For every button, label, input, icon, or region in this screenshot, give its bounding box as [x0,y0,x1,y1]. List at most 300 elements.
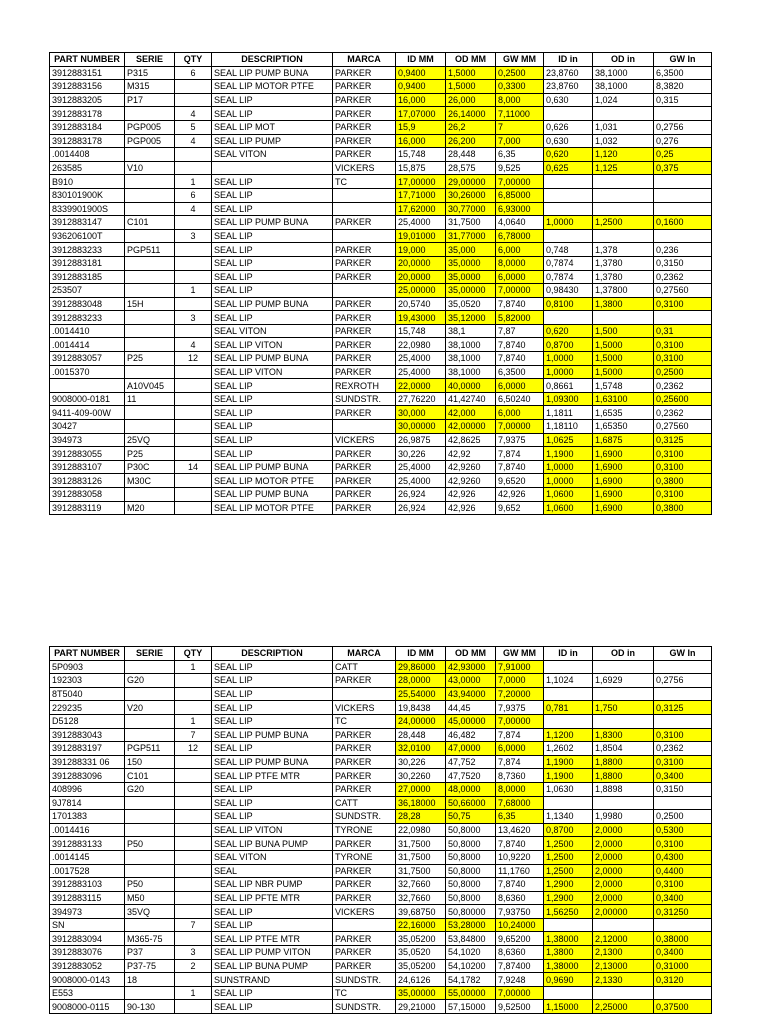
cell-gw-in: 0,27560 [654,284,712,298]
cell-id-mm: 25,4000 [396,352,446,366]
cell-qty: 12 [175,352,212,366]
cell-id-in [544,714,593,728]
cell-od-mm: 1,5000 [446,80,496,94]
table-row [50,243,712,257]
cell-gw-mm: 7,000 [496,134,544,148]
cell-part-number: .0014145 [50,850,125,864]
cell-od-mm: 29,00000 [446,175,496,189]
cell-od-in: 2,0000 [593,878,654,892]
cell-od-in: 2,1300 [593,946,654,960]
cell-od-mm: 42,93000 [446,660,496,674]
cell-description: SEAL VITON [212,850,333,864]
cell-marca: PARKER [333,837,396,851]
table-row [50,188,712,202]
cell-part-number: .0014414 [50,338,125,352]
cell-marca [333,420,396,434]
cell-gw-mm: 8,0000 [496,782,544,796]
cell-marca: PARKER [333,488,396,502]
cell-id-in: 1,56250 [544,905,593,919]
cell-od-in [593,175,654,189]
cell-qty [175,878,212,892]
cell-description: SEAL LIP PUMP BUNA [212,728,333,742]
column-header-id-in: ID in [544,647,593,661]
cell-marca: VICKERS [333,701,396,715]
cell-id-in: 1,0000 [544,460,593,474]
column-header-id-in: ID in [544,53,593,67]
cell-od-in [593,986,654,1000]
cell-part-number: 3912883151 [50,66,125,80]
cell-gw-in: 0,3800 [654,474,712,488]
cell-id-in [544,175,593,189]
cell-serie: G20 [125,782,175,796]
cell-od-mm: 50,8000 [446,891,496,905]
cell-od-mm: 57,15000 [446,1000,496,1014]
cell-qty: 1 [175,986,212,1000]
cell-gw-in: 0,3400 [654,891,712,905]
cell-marca: PARKER [333,311,396,325]
column-header-part-number: PART NUMBER [50,53,125,67]
cell-od-in: 1,5000 [593,352,654,366]
cell-serie [125,311,175,325]
cell-part-number: .0014410 [50,324,125,338]
cell-gw-in: 0,2500 [654,810,712,824]
cell-qty [175,905,212,919]
cell-description: SEAL LIP PFTE MTR [212,891,333,905]
cell-od-mm: 50,8000 [446,864,496,878]
cell-marca: PARKER [333,93,396,107]
cell-qty [175,406,212,420]
cell-description: SEAL LIP [212,742,333,756]
cell-part-number: 3912883055 [50,447,125,461]
cell-od-in: 1,3800 [593,297,654,311]
cell-qty [175,782,212,796]
cell-od-mm: 31,7500 [446,216,496,230]
cell-gw-in: 0,2756 [654,120,712,134]
cell-od-in: 2,0000 [593,837,654,851]
cell-gw-in: 0,3400 [654,946,712,960]
cell-description: SEAL LIP PUMP [212,134,333,148]
cell-gw-mm: 11,1760 [496,864,544,878]
cell-id-in: 1,0600 [544,488,593,502]
cell-gw-mm: 13,4620 [496,823,544,837]
cell-qty [175,256,212,270]
column-header-od-mm: OD MM [446,53,496,67]
cell-od-in: 1,6900 [593,460,654,474]
cell-id-in [544,188,593,202]
column-header-gw-in: GW In [654,53,712,67]
cell-qty: 7 [175,918,212,932]
cell-part-number: 3912883115 [50,891,125,905]
cell-serie: P17 [125,93,175,107]
cell-od-in: 1,8898 [593,782,654,796]
cell-id-mm: 31,7500 [396,850,446,864]
cell-od-mm: 35,12000 [446,311,496,325]
table-row [50,338,712,352]
cell-qty [175,297,212,311]
cell-id-in: 1,0000 [544,365,593,379]
cell-gw-in [654,107,712,121]
cell-id-mm: 25,4000 [396,460,446,474]
cell-part-number: 3912883233 [50,311,125,325]
cell-gw-mm: 7,11000 [496,107,544,121]
cell-marca [333,202,396,216]
cell-marca: PARKER [333,742,396,756]
table-row [50,352,712,366]
cell-description: SEAL LIP VITON [212,365,333,379]
cell-part-number: 229235 [50,701,125,715]
cell-part-number: SN [50,918,125,932]
column-header-qty: QTY [175,53,212,67]
cell-qty: 3 [175,311,212,325]
cell-serie: M315 [125,80,175,94]
cell-marca: PARKER [333,864,396,878]
cell-id-in [544,107,593,121]
cell-od-mm: 38,1 [446,324,496,338]
cell-marca: PARKER [333,256,396,270]
table-row [50,379,712,393]
cell-od-in [593,714,654,728]
table-row [50,120,712,134]
cell-marca [333,687,396,701]
cell-gw-mm: 0,3300 [496,80,544,94]
cell-id-in: 1,2500 [544,864,593,878]
cell-part-number: .0015370 [50,365,125,379]
cell-qty [175,810,212,824]
cell-id-in: 1,15000 [544,1000,593,1014]
cell-id-in: 1,3800 [544,946,593,960]
cell-serie [125,488,175,502]
cell-id-in: 1,0000 [544,216,593,230]
cell-serie [125,660,175,674]
cell-description: SEAL LIP [212,1000,333,1014]
cell-part-number: B910 [50,175,125,189]
cell-gw-in: 0,3400 [654,769,712,783]
cell-part-number: 394973 [50,433,125,447]
cell-gw-in: 0,38000 [654,932,712,946]
cell-gw-mm: 4,0640 [496,216,544,230]
cell-qty [175,823,212,837]
cell-id-mm: 30,000 [396,406,446,420]
table-row [50,297,712,311]
cell-id-mm: 30,2260 [396,769,446,783]
cell-part-number: .0014408 [50,148,125,162]
cell-id-in: 1,38000 [544,959,593,973]
cell-id-in: 0,9690 [544,973,593,987]
cell-gw-mm: 7,8740 [496,338,544,352]
cell-marca: PARKER [333,878,396,892]
cell-part-number: 3912883043 [50,728,125,742]
cell-od-mm: 31,77000 [446,229,496,243]
cell-marca: SUNDSTR. [333,810,396,824]
cell-gw-in: 0,3100 [654,878,712,892]
cell-gw-mm: 7,8740 [496,460,544,474]
cell-od-mm: 53,28000 [446,918,496,932]
cell-od-mm: 35,0000 [446,256,496,270]
cell-marca: PARKER [333,324,396,338]
cell-id-in: 23,8760 [544,80,593,94]
cell-gw-in: 0,25600 [654,392,712,406]
cell-gw-in: 0,3100 [654,488,712,502]
cell-id-mm: 30,226 [396,755,446,769]
cell-id-in: 0,7874 [544,270,593,284]
cell-id-in: 1,0630 [544,782,593,796]
cell-gw-in [654,918,712,932]
cell-od-mm: 46,482 [446,728,496,742]
cell-serie: M20 [125,501,175,515]
cell-od-in: 1,5000 [593,365,654,379]
cell-qty: 12 [175,742,212,756]
cell-part-number: 253507 [50,284,125,298]
table-row [50,488,712,502]
cell-gw-in [654,687,712,701]
cell-gw-mm: 10,9220 [496,850,544,864]
cell-qty [175,93,212,107]
cell-serie [125,796,175,810]
cell-description: SEAL LIP [212,379,333,393]
cell-part-number: 263585 [50,161,125,175]
cell-od-mm: 42,926 [446,501,496,515]
cell-part-number: 3912883181 [50,256,125,270]
table-row [50,148,712,162]
cell-description: SEAL LIP [212,406,333,420]
table-row [50,687,712,701]
cell-od-in: 1,9980 [593,810,654,824]
cell-od-in [593,918,654,932]
cell-gw-mm: 6,78000 [496,229,544,243]
cell-id-mm: 25,4000 [396,216,446,230]
cell-part-number: 3912883119 [50,501,125,515]
table-row [50,850,712,864]
table-row [50,796,712,810]
cell-gw-mm: 7,00000 [496,714,544,728]
cell-description: SEAL LIP [212,188,333,202]
table-row [50,986,712,1000]
table-row [50,660,712,674]
cell-marca: TC [333,714,396,728]
cell-qty: 1 [175,714,212,728]
table-row [50,107,712,121]
cell-marca: PARKER [333,447,396,461]
cell-od-in [593,188,654,202]
cell-description: SEAL LIP [212,796,333,810]
cell-description: SEAL LIP [212,229,333,243]
cell-id-in: 1,0000 [544,474,593,488]
cell-gw-mm: 6,0000 [496,742,544,756]
cell-marca: PARKER [333,946,396,960]
cell-gw-in: 0,3125 [654,433,712,447]
cell-part-number: 3912883178 [50,107,125,121]
cell-marca: PARKER [333,932,396,946]
cell-part-number: 3912883178 [50,134,125,148]
cell-id-in [544,660,593,674]
cell-qty [175,474,212,488]
cell-id-mm: 26,924 [396,488,446,502]
cell-od-mm: 55,00000 [446,986,496,1000]
cell-gw-mm: 6,000 [496,406,544,420]
cell-id-in: 0,630 [544,134,593,148]
cell-gw-in: 0,3100 [654,837,712,851]
cell-od-in: 1,3780 [593,256,654,270]
cell-od-mm: 50,75 [446,810,496,824]
cell-id-in: 0,748 [544,243,593,257]
cell-description: SEAL LIP [212,256,333,270]
cell-description: SEAL LIP PUMP BUNA [212,352,333,366]
table-row [50,256,712,270]
cell-gw-in: 0,5300 [654,823,712,837]
cell-description: SEAL LIP [212,107,333,121]
cell-gw-mm: 9,52500 [496,1000,544,1014]
cell-description: SEAL LIP [212,93,333,107]
cell-description: SEAL LIP BUNA PUMP [212,837,333,851]
cell-id-in: 23,8760 [544,66,593,80]
cell-qty [175,864,212,878]
cell-serie [125,324,175,338]
cell-qty [175,674,212,688]
cell-od-in: 1,6900 [593,501,654,515]
cell-serie: M30C [125,474,175,488]
cell-id-mm: 19,01000 [396,229,446,243]
cell-gw-mm: 6,0000 [496,270,544,284]
cell-qty: 6 [175,188,212,202]
cell-od-mm: 26,14000 [446,107,496,121]
cell-id-in: 0,8100 [544,297,593,311]
cell-gw-in: 0,3800 [654,501,712,515]
cell-qty [175,392,212,406]
cell-description: SEAL LIP [212,284,333,298]
cell-id-mm: 15,748 [396,148,446,162]
cell-id-in: 1,0600 [544,501,593,515]
cell-gw-mm: 6,000 [496,243,544,257]
cell-gw-mm: 7,9375 [496,701,544,715]
cell-serie: 11 [125,392,175,406]
cell-gw-mm: 9,6520 [496,474,544,488]
table-row [50,229,712,243]
cell-id-in: 1,2602 [544,742,593,756]
cell-description: SEAL LIP PTFE MTR [212,932,333,946]
cell-part-number: 9008000-0181 [50,392,125,406]
cell-gw-mm: 6,0000 [496,379,544,393]
cell-qty [175,80,212,94]
cell-qty: 7 [175,728,212,742]
cell-serie: M365-75 [125,932,175,946]
cell-description: SEAL LIP MOTOR PTFE [212,501,333,515]
cell-id-mm: 30,00000 [396,420,446,434]
cell-od-in: 1,032 [593,134,654,148]
cell-gw-mm: 6,35 [496,810,544,824]
cell-serie: PGP511 [125,742,175,756]
cell-id-mm: 25,54000 [396,687,446,701]
cell-part-number: 3912883107 [50,460,125,474]
cell-qty: 1 [175,175,212,189]
cell-od-mm: 50,8000 [446,837,496,851]
cell-gw-in: 0,3150 [654,782,712,796]
cell-id-in: 1,1200 [544,728,593,742]
cell-serie: 15H [125,297,175,311]
cell-id-in: 1,2900 [544,878,593,892]
cell-marca: PARKER [333,66,396,80]
cell-gw-in: 0,31 [654,324,712,338]
column-header-id-mm: ID MM [396,53,446,67]
cell-serie [125,714,175,728]
cell-gw-in: 0,3150 [654,256,712,270]
cell-gw-in: 8,3820 [654,80,712,94]
cell-id-mm: 16,000 [396,134,446,148]
cell-part-number: 3912883103 [50,878,125,892]
cell-gw-in: 0,3100 [654,728,712,742]
cell-id-mm: 36,18000 [396,796,446,810]
cell-serie [125,107,175,121]
cell-id-mm: 28,0000 [396,674,446,688]
cell-gw-in: 0,2362 [654,742,712,756]
cell-od-in: 1,750 [593,701,654,715]
cell-id-in: 1,2500 [544,837,593,851]
cell-gw-mm: 7,93750 [496,905,544,919]
cell-part-number: 1701383 [50,810,125,824]
cell-marca: PARKER [333,216,396,230]
cell-part-number: 3912883058 [50,488,125,502]
cell-od-in: 2,12000 [593,932,654,946]
cell-gw-mm: 7,87400 [496,959,544,973]
cell-id-mm: 32,7660 [396,878,446,892]
cell-marca: PARKER [333,338,396,352]
cell-od-mm: 47,7520 [446,769,496,783]
cell-marca: PARKER [333,460,396,474]
cell-gw-in: 0,3100 [654,460,712,474]
cell-id-in [544,202,593,216]
table-row [50,755,712,769]
cell-gw-mm: 7,8740 [496,352,544,366]
cell-serie [125,986,175,1000]
column-header-od-in: OD in [593,647,654,661]
cell-od-in: 2,0000 [593,891,654,905]
cell-description: SEAL VITON [212,148,333,162]
cell-qty [175,891,212,905]
cell-qty: 4 [175,338,212,352]
cell-od-mm: 30,77000 [446,202,496,216]
cell-marca: PARKER [333,107,396,121]
cell-part-number: 3912883205 [50,93,125,107]
cell-gw-mm: 7,8740 [496,878,544,892]
cell-od-mm: 50,66000 [446,796,496,810]
cell-od-mm: 44,45 [446,701,496,715]
cell-serie: P25 [125,447,175,461]
cell-marca: PARKER [333,728,396,742]
cell-qty [175,447,212,461]
cell-qty [175,687,212,701]
cell-qty [175,932,212,946]
cell-gw-in: 0,31250 [654,905,712,919]
cell-od-in: 2,0000 [593,823,654,837]
cell-gw-mm: 9,652 [496,501,544,515]
cell-gw-mm: 8,0000 [496,256,544,270]
column-header-serie: SERIE [125,647,175,661]
cell-gw-mm: 7,8740 [496,297,544,311]
cell-marca: PARKER [333,891,396,905]
cell-marca: PARKER [333,80,396,94]
table-row [50,728,712,742]
cell-id-mm: 24,6126 [396,973,446,987]
cell-id-in [544,796,593,810]
cell-gw-mm: 7,68000 [496,796,544,810]
cell-id-mm: 20,0000 [396,270,446,284]
table-row [50,406,712,420]
cell-description: SEAL LIP [212,986,333,1000]
cell-gw-in: 0,4400 [654,864,712,878]
cell-part-number: 3912883057 [50,352,125,366]
column-header-marca: MARCA [333,647,396,661]
cell-id-in: 1,0000 [544,352,593,366]
cell-id-mm: 15,9 [396,120,446,134]
